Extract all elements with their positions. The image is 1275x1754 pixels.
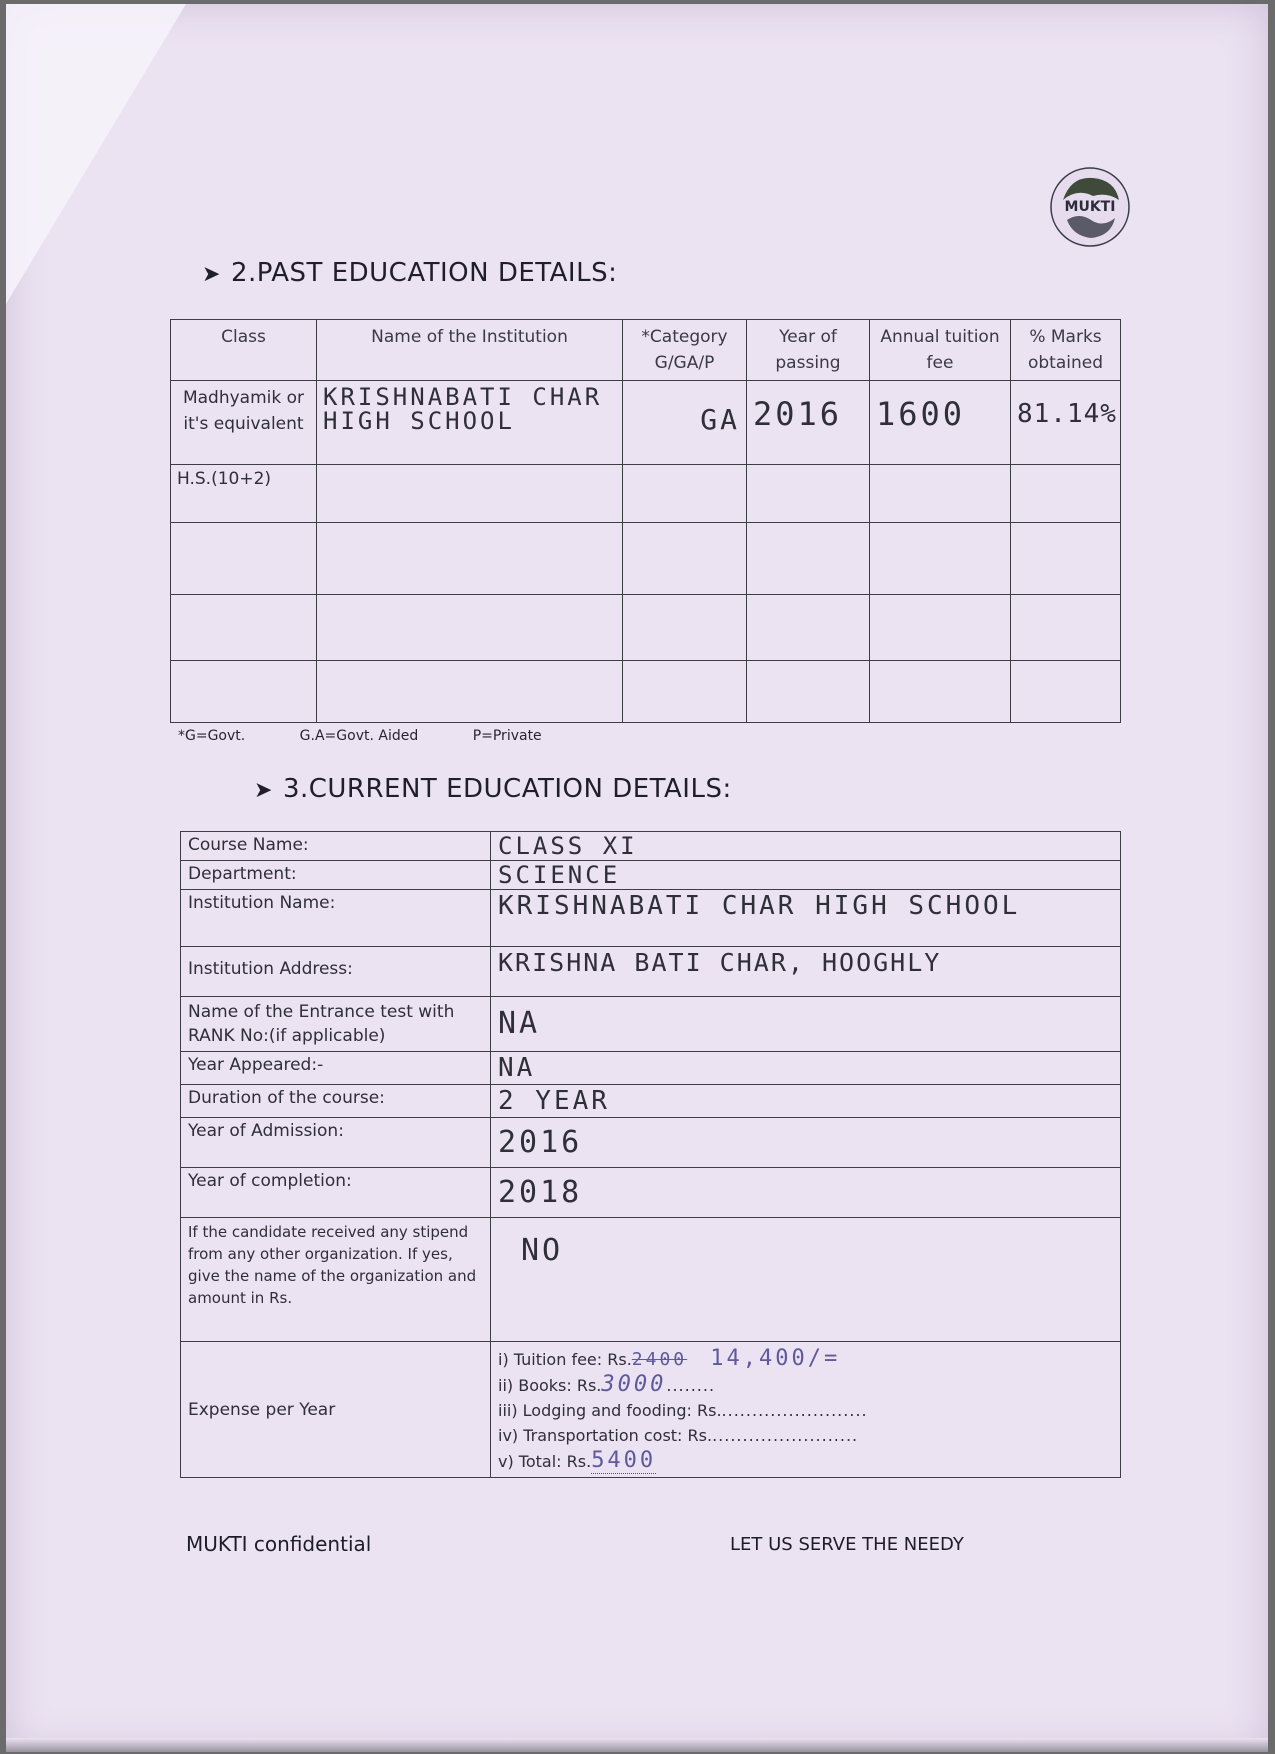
table-row xyxy=(181,1052,1121,1085)
class-cell xyxy=(171,595,317,661)
table-row xyxy=(181,997,1121,1052)
year-cell xyxy=(747,661,870,723)
field-label: Duration of the course: xyxy=(181,1085,491,1118)
legend-private: P=Private xyxy=(472,728,542,744)
table-row xyxy=(181,947,1121,997)
table-row xyxy=(181,1085,1121,1118)
class-cell: H.S.(10+2) xyxy=(171,465,317,523)
table-row xyxy=(181,1342,1121,1478)
year-cell xyxy=(747,465,870,523)
fee-cell xyxy=(870,465,1011,523)
field-label: Institution Name: xyxy=(181,890,491,947)
tuition-fee-line: i) Tuition fee: Rs.2400 14,400/= xyxy=(498,1346,841,1371)
field-value: 2 YEAR xyxy=(491,1085,1121,1118)
header-category: *Category G/GA/P xyxy=(623,320,747,381)
institution-cell: KRISHNABATI CHAR HIGH SCHOOL xyxy=(317,381,623,465)
table-row xyxy=(181,1118,1121,1168)
category-cell xyxy=(623,595,747,661)
header-marks: % Marks obtained xyxy=(1011,320,1121,381)
field-label: Year of Admission: xyxy=(181,1118,491,1168)
field-label: Year of completion: xyxy=(181,1168,491,1218)
marks-cell xyxy=(1011,465,1121,523)
footer-confidential: MUKTI confidential xyxy=(186,1532,372,1556)
institution-cell xyxy=(317,465,623,523)
class-cell: Madhyamik or it's equivalent xyxy=(171,381,317,465)
category-cell xyxy=(623,465,747,523)
table-row xyxy=(181,890,1121,947)
field-label: Name of the Entrance test with RANK No:(if applicable) xyxy=(181,997,491,1052)
institution-cell xyxy=(317,523,623,595)
field-label: Course Name: xyxy=(181,832,491,861)
marks-cell xyxy=(1011,523,1121,595)
field-value: 2016 xyxy=(491,1118,1121,1168)
total-value: 5400 xyxy=(591,1448,657,1473)
total-line: v) Total: Rs.5400 xyxy=(498,1448,657,1473)
arrow-icon: ➤ xyxy=(254,778,273,803)
category-legend xyxy=(178,728,592,744)
header-year: Year of passing xyxy=(747,320,870,381)
fee-cell xyxy=(870,595,1011,661)
year-cell xyxy=(747,523,870,595)
institution-cell xyxy=(317,595,623,661)
field-value: CLASS XI xyxy=(491,832,1121,861)
class-cell xyxy=(171,523,317,595)
past-education-title: ➤ 2.PAST EDUCATION DETAILS: xyxy=(202,258,618,288)
field-label: Year Appeared:- xyxy=(181,1052,491,1085)
transport-line: iv) Transportation cost: Rs......................... xyxy=(498,1426,859,1445)
category-cell xyxy=(623,523,747,595)
header-institution: Name of the Institution xyxy=(317,320,623,381)
year-cell: 2016 xyxy=(747,381,870,465)
fee-cell xyxy=(870,661,1011,723)
past-education-table xyxy=(170,319,1121,723)
field-value: KRISHNABATI CHAR HIGH SCHOOL xyxy=(491,890,1121,947)
tuition-struck: 2400 xyxy=(631,1349,688,1370)
logo-name: MUKTI xyxy=(1064,199,1116,215)
table-row xyxy=(171,465,1121,523)
field-value: NA xyxy=(491,1052,1121,1085)
mukti-logo-icon xyxy=(1049,166,1131,248)
marks-cell: 81.14% xyxy=(1011,381,1121,465)
table-row xyxy=(171,661,1121,723)
current-education-title: ➤ 3.CURRENT EDUCATION DETAILS: xyxy=(254,774,732,804)
arrow-icon: ➤ xyxy=(202,262,221,287)
year-cell xyxy=(747,595,870,661)
field-label: Institution Address: xyxy=(181,947,491,997)
field-label: If the candidate received any stipend from any other organization. If yes, give the name of the organization and amount in Rs. xyxy=(181,1218,491,1342)
header-class: Class xyxy=(171,320,317,381)
tuition-fee-value: 14,400/= xyxy=(710,1346,841,1371)
legend-govt: *G=Govt. xyxy=(178,728,246,744)
footer-tagline: LET US SERVE THE NEEDY xyxy=(730,1534,964,1555)
field-value: KRISHNA BATI CHAR, HOOGHLY xyxy=(491,947,1121,997)
legend-aided: G.A=Govt. Aided xyxy=(299,728,419,744)
books-line: ii) Books: Rs.3000........ xyxy=(498,1372,716,1397)
table-row xyxy=(171,523,1121,595)
table-row xyxy=(181,861,1121,890)
field-label: Department: xyxy=(181,861,491,890)
header-fee: Annual tuition fee xyxy=(870,320,1011,381)
fee-cell: 1600 xyxy=(870,381,1011,465)
expense-details xyxy=(491,1342,1121,1478)
field-value: NA xyxy=(491,997,1121,1052)
table-row xyxy=(171,381,1121,465)
current-education-table xyxy=(180,831,1121,1478)
table-row xyxy=(181,1218,1121,1342)
field-label: Expense per Year xyxy=(181,1342,491,1478)
category-cell: GA xyxy=(623,381,747,465)
page-bottom-edge xyxy=(6,1738,1268,1752)
books-value: 3000 xyxy=(601,1372,667,1397)
field-value: NO xyxy=(491,1218,1121,1342)
table-row xyxy=(181,1168,1121,1218)
table-row xyxy=(171,595,1121,661)
institution-cell xyxy=(317,661,623,723)
table-row xyxy=(181,832,1121,861)
form-page xyxy=(6,4,1268,1752)
fee-cell xyxy=(870,523,1011,595)
folded-corner xyxy=(6,4,186,304)
category-cell xyxy=(623,661,747,723)
class-cell xyxy=(171,661,317,723)
field-value: SCIENCE xyxy=(491,861,1121,890)
field-value: 2018 xyxy=(491,1168,1121,1218)
lodging-line: iii) Lodging and fooding: Rs......................... xyxy=(498,1401,868,1420)
marks-cell xyxy=(1011,595,1121,661)
marks-cell xyxy=(1011,661,1121,723)
table-header-row xyxy=(171,320,1121,381)
